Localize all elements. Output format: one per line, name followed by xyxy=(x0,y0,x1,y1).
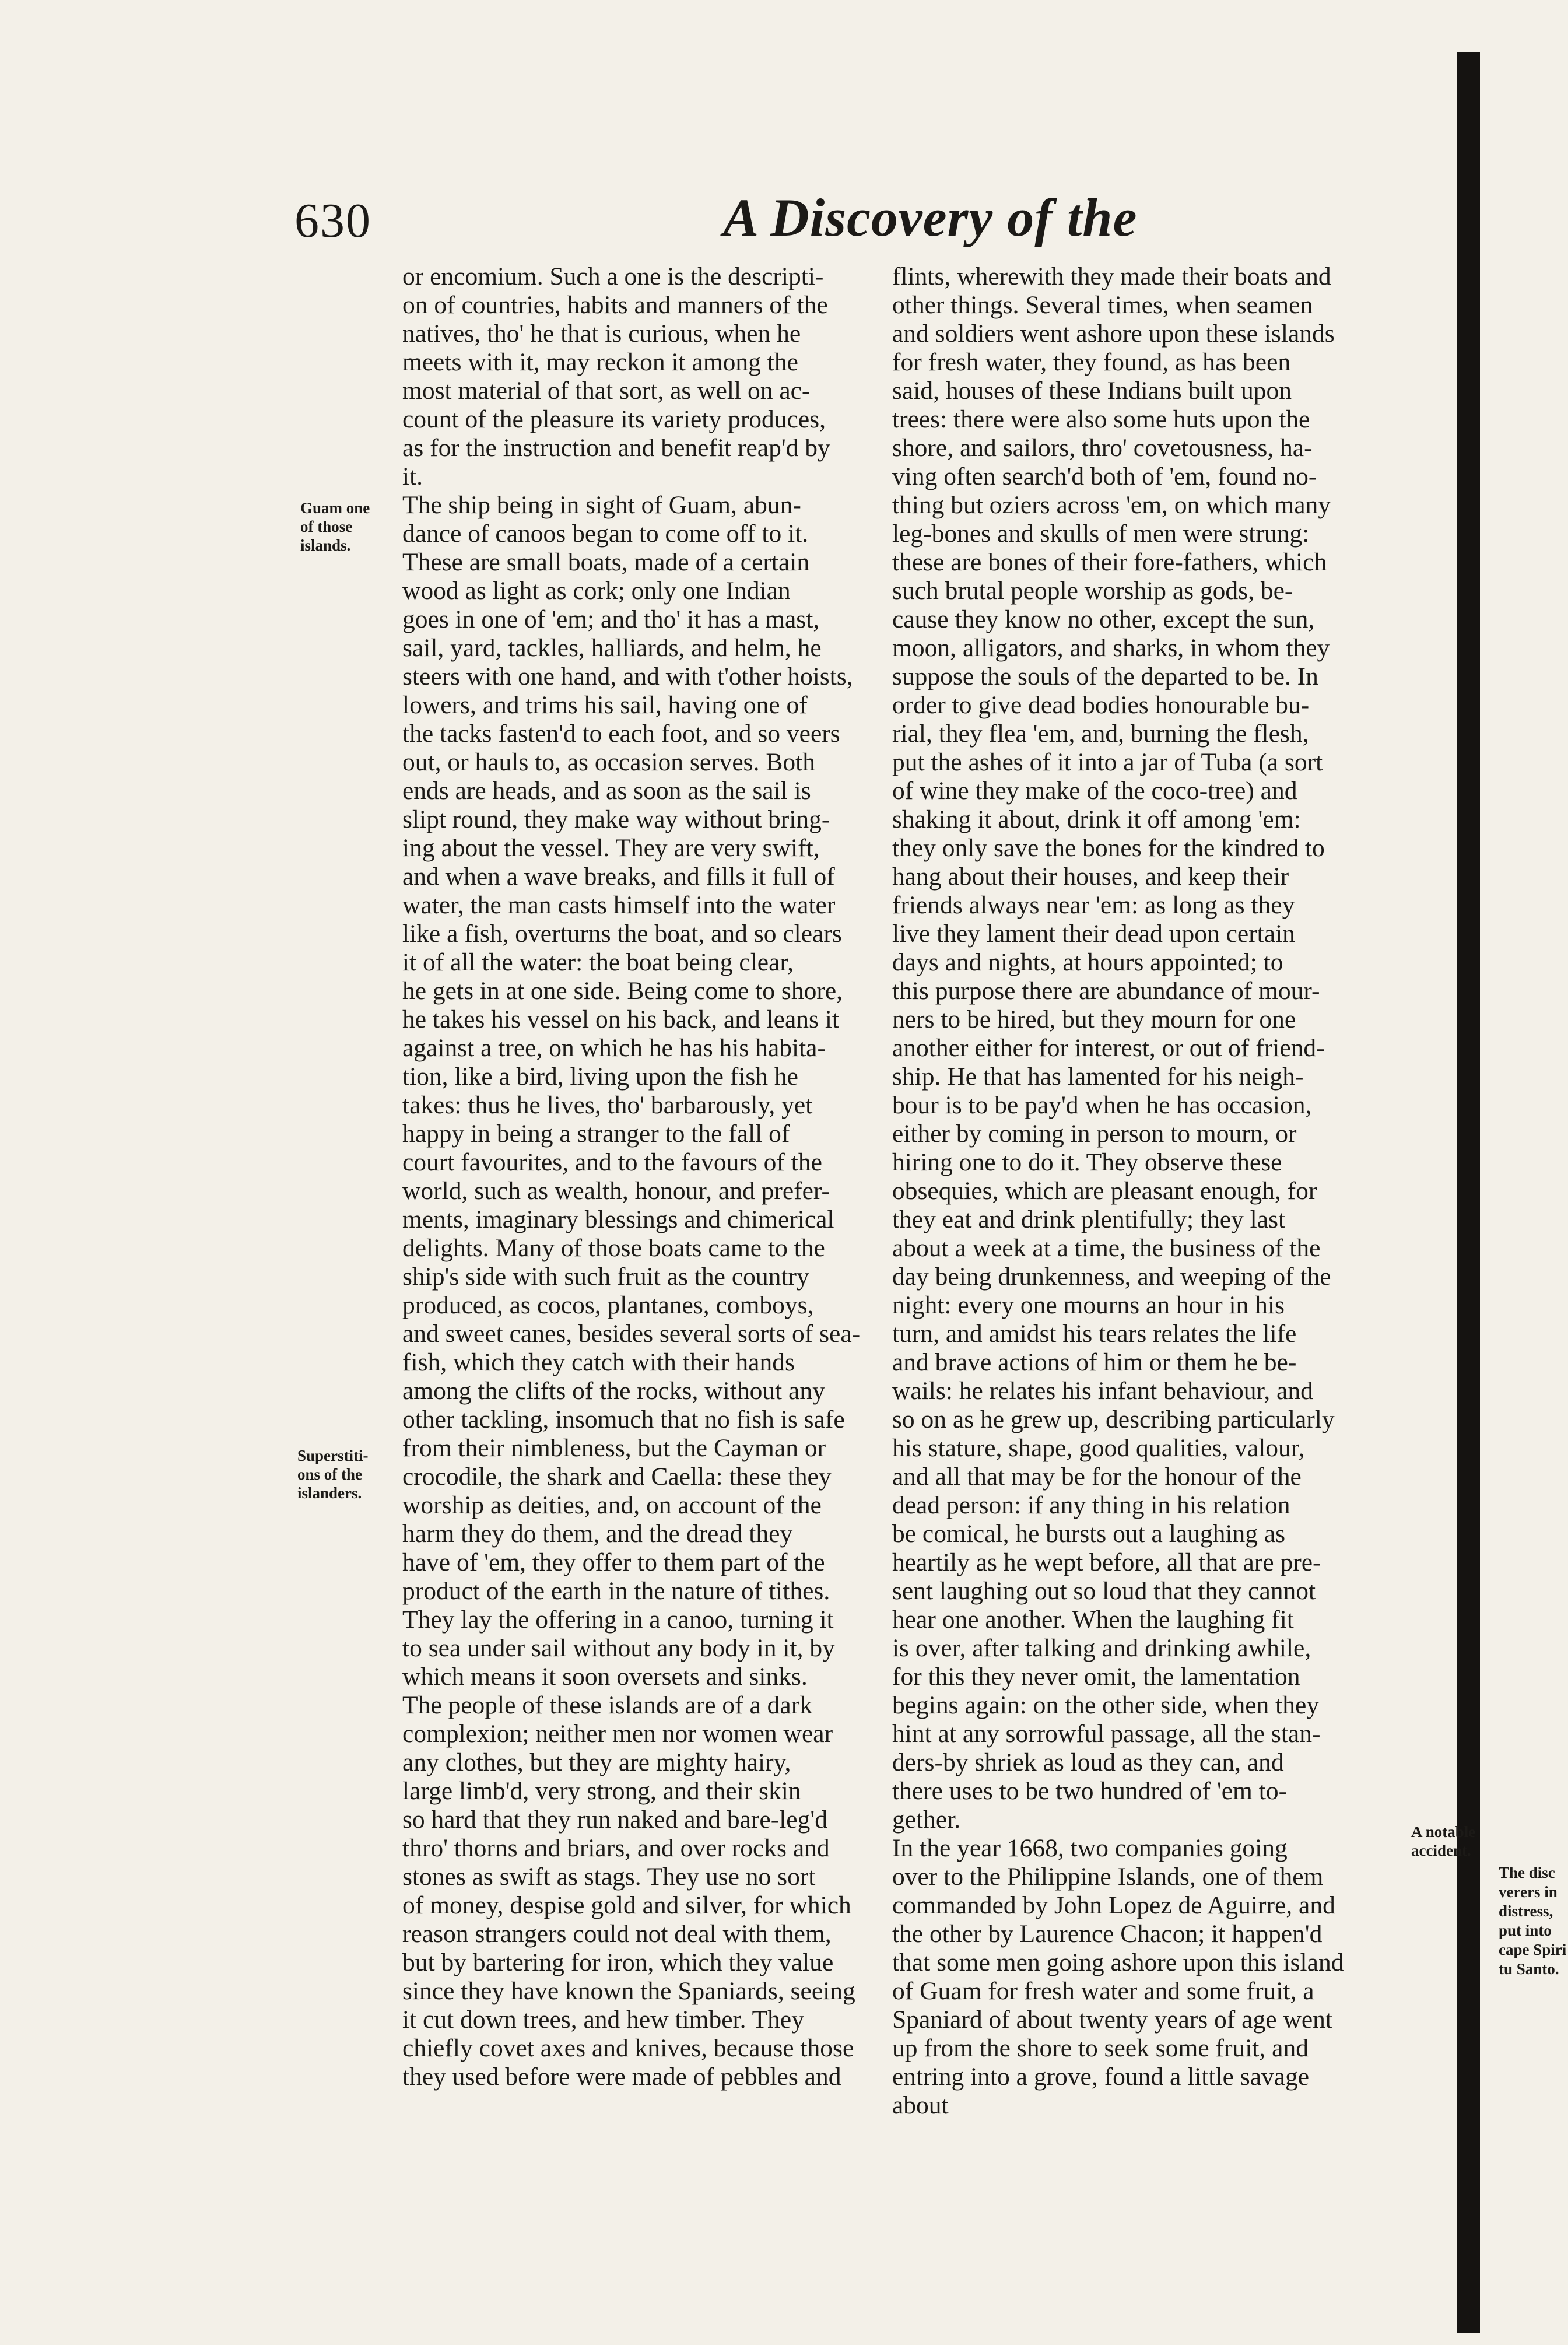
text-line: from their nimbleness, but the Cayman or xyxy=(402,1434,826,1462)
text-line: over to the Philippine Islands, one of them xyxy=(892,1863,1324,1891)
text-line: such brutal people worship as gods, be- xyxy=(892,577,1293,605)
text-line: lowers, and trims his sail, having one of xyxy=(402,691,808,719)
text-line: ders-by shriek as loud as they can, and xyxy=(892,1748,1284,1776)
text-line: ends are heads, and as soon as the sail is xyxy=(402,777,811,805)
text-line: In the year 1668, two companies going xyxy=(892,1834,1288,1862)
text-line: takes: thus he lives, tho' barbarously, yet xyxy=(402,1091,813,1119)
text-line: on of countries, habits and manners of the xyxy=(402,291,828,319)
text-line: natives, tho' he that is curious, when he xyxy=(402,320,801,348)
text-line: and sweet canes, besides several sorts of sea- xyxy=(402,1320,861,1348)
text-line: steers with one hand, and with t'other hoists, xyxy=(402,663,853,690)
text-line: The people of these islands are of a dark xyxy=(402,1691,812,1719)
text-column-right xyxy=(892,262,1405,2120)
text-line: and when a wave breaks, and fills it full of xyxy=(402,863,835,891)
text-line: large limb'd, very strong, and their skin xyxy=(402,1777,801,1805)
text-line: ners to be hired, but they mourn for one xyxy=(892,1005,1296,1033)
text-line: water, the man casts himself into the water xyxy=(402,891,836,919)
text-line: friends always near 'em: as long as they xyxy=(892,891,1295,919)
text-line: and soldiers went ashore upon these islands xyxy=(892,320,1335,348)
text-line: night: every one mourns an hour in his xyxy=(892,1291,1285,1319)
text-line: delights. Many of those boats came to the xyxy=(402,1234,825,1262)
text-line: they used before were made of pebbles and xyxy=(402,2063,841,2091)
text-line: harm they do them, and the dread they xyxy=(402,1520,793,1548)
text-line: thing but oziers across 'em, on which many xyxy=(892,491,1331,519)
text-line: these are bones of their fore-fathers, which xyxy=(892,548,1327,576)
text-line: and brave actions of him or them he be- xyxy=(892,1348,1297,1376)
text-line: any clothes, but they are mighty hairy, xyxy=(402,1748,791,1776)
text-line: stones as swift as stags. They use no sort xyxy=(402,1863,816,1891)
sidenote-line: islanders. xyxy=(297,1484,362,1502)
text-line: be comical, he bursts out a laughing as xyxy=(892,1520,1286,1548)
text-line: The ship being in sight of Guam, abun- xyxy=(402,491,801,519)
text-line: other tackling, insomuch that no fish is safe xyxy=(402,1405,845,1433)
text-line: bour is to be pay'd when he has occasion, xyxy=(892,1091,1312,1119)
text-line: begins again: on the other side, when they xyxy=(892,1691,1320,1719)
text-line: tion, like a bird, living upon the fish he xyxy=(402,1063,798,1091)
text-line: wood as light as cork; only one Indian xyxy=(402,577,791,605)
text-line: or encomium. Such a one is the descripti- xyxy=(402,262,824,290)
text-line: gether. xyxy=(892,1806,961,1834)
text-line: they eat and drink plentifully; they last xyxy=(892,1205,1286,1233)
text-line: cause they know no other, except the sun, xyxy=(892,605,1315,633)
text-line: turn, and amidst his tears relates the life xyxy=(892,1320,1297,1348)
text-line: live they lament their dead upon certain xyxy=(892,920,1295,948)
text-line: it. xyxy=(402,462,423,490)
text-line: obsequies, which are pleasant enough, for xyxy=(892,1177,1317,1205)
text-line: sent laughing out so loud that they cannot xyxy=(892,1577,1316,1605)
text-line: among the clifts of the rocks, without any xyxy=(402,1377,825,1405)
text-line: world, such as wealth, honour, and prefer- xyxy=(402,1177,830,1205)
text-line: sail, yard, tackles, halliards, and helm, he xyxy=(402,634,822,662)
sidenote-line: A notable xyxy=(1411,1823,1476,1841)
text-line: fish, which they catch with their hands xyxy=(402,1348,795,1376)
text-line: Spaniard of about twenty years of age went xyxy=(892,2006,1332,2034)
text-line: like a fish, overturns the boat, and so clears xyxy=(402,920,842,948)
text-line: day being drunkenness, and weeping of the xyxy=(892,1263,1331,1291)
text-line: shaking it about, drink it off among 'em: xyxy=(892,805,1301,833)
text-line: worship as deities, and, on account of the xyxy=(402,1491,822,1519)
text-line: that some men going ashore upon this island xyxy=(892,1948,1344,1976)
sidenote-line: Superstiti- xyxy=(297,1447,369,1464)
text-line: either by coming in person to mourn, or xyxy=(892,1120,1297,1148)
text-line: about a week at a time, the business of the xyxy=(892,1234,1321,1262)
text-line: hang about their houses, and keep their xyxy=(892,863,1289,891)
text-line: so hard that they run naked and bare-leg'd xyxy=(402,1806,827,1834)
text-line: of wine they make of the coco-tree) and xyxy=(892,777,1297,805)
text-line: the other by Laurence Chacon; it happen'd xyxy=(892,1920,1323,1948)
text-line: another either for interest, or out of friend- xyxy=(892,1034,1325,1062)
text-line: this purpose there are abundance of mour- xyxy=(892,977,1320,1005)
text-line: They lay the offering in a canoo, turning it xyxy=(402,1606,834,1634)
sidenote-line: accident. xyxy=(1411,1842,1471,1859)
sidenote-guam xyxy=(300,499,370,555)
text-line: product of the earth in the nature of tithes. xyxy=(402,1577,830,1605)
text-line: reason strangers could not deal with them, xyxy=(402,1920,832,1948)
text-line: commanded by John Lopez de Aguirre, and xyxy=(892,1891,1335,1919)
text-line: hint at any sorrowful passage, all the stan- xyxy=(892,1720,1321,1748)
text-line: there uses to be two hundred of 'em to- xyxy=(892,1777,1288,1805)
text-line: rial, they flea 'em, and, burning the flesh, xyxy=(892,720,1309,748)
text-line: meets with it, may reckon it among the xyxy=(402,348,798,376)
text-line: the tacks fasten'd to each foot, and so veers xyxy=(402,720,840,748)
text-line: for this they never omit, the lamentation xyxy=(892,1663,1300,1691)
text-line: wails: he relates his infant behaviour, and xyxy=(892,1377,1313,1405)
page-number: 630 xyxy=(294,194,371,248)
text-line: ship's side with such fruit as the country xyxy=(402,1263,809,1291)
text-line: against a tree, on which he has his habita- xyxy=(402,1034,826,1062)
sidenote-line: ons of the xyxy=(297,1466,363,1483)
text-line: slipt round, they make way without bring- xyxy=(402,805,830,833)
text-line: trees: there were also some huts upon the xyxy=(892,405,1310,433)
text-line: and all that may be for the honour of the xyxy=(892,1463,1302,1491)
text-line: crocodile, the shark and Caella: these they xyxy=(402,1463,832,1491)
text-line: goes in one of 'em; and tho' it has a mast, xyxy=(402,605,820,633)
text-line: moon, alligators, and sharks, in whom they xyxy=(892,634,1330,662)
text-line: shore, and sailors, thro' covetousness, ha- xyxy=(892,434,1313,462)
text-line: order to give dead bodies honourable bu- xyxy=(892,691,1310,719)
text-line: happy in being a stranger to the fall of xyxy=(402,1120,790,1148)
text-line: suppose the souls of the departed to be. In xyxy=(892,663,1318,690)
text-line: flints, wherewith they made their boats and xyxy=(892,262,1331,290)
text-line: said, houses of these Indians built upon xyxy=(892,377,1292,405)
sidenote-line: The disc xyxy=(1499,1864,1555,1881)
text-line: about xyxy=(892,2091,949,2119)
text-line: dead person: if any thing in his relation xyxy=(892,1491,1290,1519)
text-line: count of the pleasure its variety produces, xyxy=(402,405,826,433)
text-line: ship. He that has lamented for his neigh- xyxy=(892,1063,1304,1091)
text-line: ments, imaginary blessings and chimerical xyxy=(402,1205,834,1233)
sidenote-line: Guam one xyxy=(300,499,370,517)
text-line: as for the instruction and benefit reap'd by xyxy=(402,434,830,462)
text-line: he takes his vessel on his back, and leans it xyxy=(402,1005,839,1033)
sidenote-notable-accident xyxy=(1411,1822,1475,1860)
text-line: other things. Several times, when seamen xyxy=(892,291,1313,319)
text-line: since they have known the Spaniards, seeing xyxy=(402,1977,855,2005)
text-line: These are small boats, made of a certain xyxy=(402,548,810,576)
text-line: he gets in at one side. Being come to shore, xyxy=(402,977,843,1005)
text-line: it cut down trees, and hew timber. They xyxy=(402,2006,804,2034)
sidenote-line: verers in xyxy=(1499,1883,1558,1901)
sidenote-line: distress, xyxy=(1499,1902,1553,1920)
text-line: ving often search'd both of 'em, found no- xyxy=(892,462,1317,490)
text-line: chiefly covet axes and knives, because those xyxy=(402,2034,854,2062)
text-line: but by bartering for iron, which they value xyxy=(402,1948,834,1976)
text-line: it of all the water: the boat being clear, xyxy=(402,948,794,976)
text-line: leg-bones and skulls of men were strung: xyxy=(892,520,1310,548)
text-line: so on as he grew up, describing particularly xyxy=(892,1405,1335,1433)
text-line: of money, despise gold and silver, for which xyxy=(402,1891,851,1919)
text-line: they only save the bones for the kindred to xyxy=(892,834,1325,862)
text-line: have of 'em, they offer to them part of the xyxy=(402,1548,825,1576)
text-line: thro' thorns and briars, and over rocks and xyxy=(402,1834,830,1862)
text-line: ing about the vessel. They are very swift, xyxy=(402,834,820,862)
text-line: days and nights, at hours appointed; to xyxy=(892,948,1283,976)
sidenote-line: put into xyxy=(1499,1922,1552,1939)
text-line: entring into a grove, found a little savage xyxy=(892,2063,1310,2091)
text-line: hiring one to do it. They observe these xyxy=(892,1148,1282,1176)
text-line: of Guam for fresh water and some fruit, a xyxy=(892,1977,1314,2005)
sidenote-line: tu Santo. xyxy=(1499,1960,1559,1978)
text-line: put the ashes of it into a jar of Tuba (a sort xyxy=(892,748,1323,776)
text-line: heartily as he wept before, all that are pre- xyxy=(892,1548,1321,1576)
text-line: hear one another. When the laughing fit xyxy=(892,1606,1294,1634)
text-line: produced, as cocos, plantanes, comboys, xyxy=(402,1291,814,1319)
text-line: up from the shore to seek some fruit, and xyxy=(892,2034,1309,2062)
page-edge-shadow xyxy=(1457,52,1480,2333)
text-column-left xyxy=(402,262,869,2091)
text-line: out, or hauls to, as occasion serves. Both xyxy=(402,748,815,776)
sidenote-line: of those xyxy=(300,518,353,535)
text-line: is over, after talking and drinking awhile, xyxy=(892,1634,1311,1662)
text-line: dance of canoos began to come off to it. xyxy=(402,520,809,548)
text-line: court favourites, and to the favours of the xyxy=(402,1148,822,1176)
text-line: to sea under sail without any body in it, by xyxy=(402,1634,835,1662)
running-head: A Discovery of the xyxy=(723,188,1138,247)
text-line: most material of that sort, as well on ac- xyxy=(402,377,811,405)
sidenote-line: cape Spiri xyxy=(1499,1941,1567,1958)
sidenote-facing-page xyxy=(1499,1863,1566,1979)
text-line: complexion; neither men nor women wear xyxy=(402,1720,833,1748)
text-line: for fresh water, they found, as has been xyxy=(892,348,1291,376)
text-line: which means it soon oversets and sinks. xyxy=(402,1663,808,1691)
sidenote-superstitions xyxy=(297,1446,369,1502)
sidenote-line: islands. xyxy=(300,537,351,554)
text-line: his stature, shape, good qualities, valour, xyxy=(892,1434,1305,1462)
